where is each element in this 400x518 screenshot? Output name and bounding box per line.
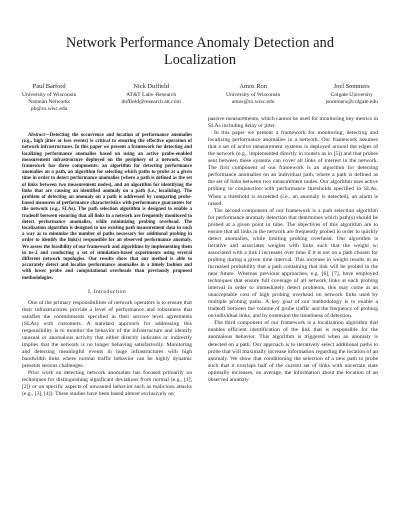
left-column xyxy=(22,133,192,399)
author-name: Nick Duffield xyxy=(133,83,169,90)
section-heading-introduction: I. Introduction xyxy=(87,288,127,295)
author xyxy=(325,83,378,113)
author-email: jsommers@colgate.edu xyxy=(325,98,378,105)
body-paragraph: The second component of our framework is a path selection algorithm for performance anomaly detection that determines which path(s) should be probed at a given point in time. The objectives of this algorithm are to ensure that all links in the network are frequently probed in order to quickly detect anomalies, while limiting probing overhead. Our algorithm is iterative and associates weights with links such that the weight wₗ associated with a link l increases over time if it is not on a path chosen for probing during a given time interval. This increase in weight results in an increased probability that a path containing that link will be probed in the near future. Whereas previous approaches, e.g. [6], [7], have employed techniques that ensure full coverage of all network links at each probing interval in order to immediately detect problems, this may come at an unacceptable cost of high probing overhead on network links used by multiple probing paths. A key goal of our methodology is to enable a tradeoff between the volume of probe traffic and the frequency of probing on individual links, and by extension the timeliness of detection. xyxy=(208,207,378,320)
body-paragraph: The third component of our framework is a localization algorithm that enables efficient identification of the link that is responsible for the anomalous behavior. This algorithm is triggered when an anomaly is detected on a path. Our approach is to iteratively select additional paths to probe that will maximally increase information regarding the location of an anomaly. We show that conditioning the selection of a new path to probe such that it overlaps half of the current set of links with uncertain state optimally increases, on average, the information about the location of an observed anomaly. xyxy=(208,320,378,383)
title-line-1: Network Performance Anomaly Detection and xyxy=(65,35,335,51)
body-paragraph: passive measurements, which cannot be used for monitoring key metrics in SLAs including delay or jitter. xyxy=(208,116,378,130)
author xyxy=(121,83,180,113)
author-affiliation: Colgate University xyxy=(330,91,373,98)
abstract-text: —Detecting the occurrence and location of performance anomalies (e.g., high jitter or loss events) is critical to ensuring the effective operation of network infrastructures. In this paper we present a framework for detecting and localizing performance anomalies based on using an active probe-enabled measurement infrastructure deployed on the periphery of a network. Our framework has three components: an algorithm for detecting performance anomalies on a path, an algorithm for selecting which paths to probe at a given time in order to detect performance anomalies (where a path is defined as the set of links between two measurement nodes), and an algorithm for identifying the links that are causing an identified anomaly on a path (i.e., localizing). The problem of detecting an anomaly on a path is addressed by comparing probe-based measures of performance characteristics with performance guarantees for the network (e.g., SLAs). The path selection algorithm is designed to enable a tradeoff between ensuring that all links in a network are frequently monitored to detect performance anomalies, while minimizing probing overhead. The localization algorithm is designed to use existing path measurement data in such a way as to minimize the number of paths necessary for additional probing in order to identify the link(s) responsible for an observed performance anomaly. We assess the feasibility of our framework and algorithms by implementing them in ns-2 and conducting a set of simulation-based experiments using several different network topologies. Our results show that our method is able to accurately detect and localize performance anomalies in a timely fashion and with lower probe and computational overheads than previously proposed methodologies. xyxy=(22,133,192,281)
right-column xyxy=(208,116,378,384)
author-name: Joel Sommers xyxy=(333,83,370,90)
author-email: pb@cs.wisc.edu xyxy=(30,105,68,112)
author-affiliation: Nemean Networks xyxy=(28,98,71,105)
author-name: Amos Ron xyxy=(239,83,267,90)
abstract xyxy=(22,133,192,282)
author-affiliation: University of Wisconsin xyxy=(22,91,77,98)
body-paragraph: One of the primary responsibilities of network operators is to ensure that their infrastructures provide a level of performance and robustness that satisfies the commitments specified in their service level agreements (SLAs) with customers. A standard approach for addressing this responsibility is to monitor the behavior of the infrastructure and identify unusual or anomalous activity that either directly indicates or indirectly implies that the network is no longer behaving satisfactorily. Monitoring and detecting meaningful events in huge infrastructures with high bandwidth links where normal traffic behavior can be highly dynamic presents serious challenges. xyxy=(22,299,192,370)
paper-title xyxy=(20,35,380,69)
author-block xyxy=(22,83,378,113)
author-affiliation: University of Wisconsin xyxy=(225,91,281,98)
author-email: duffield@research.att.com xyxy=(121,98,181,105)
author-affiliation: AT&T Labs–Research xyxy=(126,91,177,98)
abstract-lead: Abstract xyxy=(28,133,45,138)
author xyxy=(22,83,76,113)
author xyxy=(226,83,280,113)
author-name: Paul Barford xyxy=(32,83,66,90)
title-line-2: Localization xyxy=(163,52,237,68)
body-paragraph: In this paper we present a framework for monitoring, detecting and localizing performance anomalies in a network. Our framework assumes that a set of active measurement systems is deployed around the edges of the network (e.g., implemented directly in routers as in [5]) and that probes sent between these systems can cover all links of interest in the network. The first component of our framework is an algorithm for detecting performance anomalies on an individual path, where a path is defined as the set of links between two measurement nodes. Our algorithm uses active probing in conjunction with performance thresholds specified in SLAs. When a threshold is exceeded (i.e., an anomaly is detected), an alarm is raised. xyxy=(208,130,378,207)
author-email: amos@cs.wisc.edu xyxy=(231,98,275,105)
body-paragraph: Prior work on detecting network anomalies has focused primarily on techniques for distinguishing significant deviations from normal (e.g., [1], [2]) or on specific aspects of unwanted behavior such as malicious attacks (e.g., [3], [4]). These studies have been based almost exclusively on xyxy=(22,370,192,398)
